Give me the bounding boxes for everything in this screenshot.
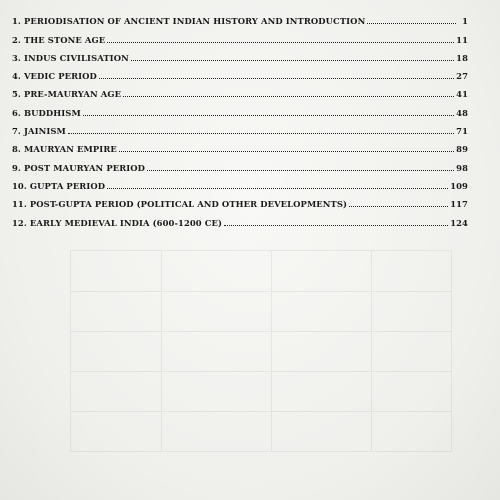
toc-leader-dots [119,151,454,152]
toc-leader-dots [99,78,454,79]
toc-entry-11[interactable] [12,191,468,209]
toc-entry-page: 11 [456,34,468,45]
toc-leader-dots [224,225,448,226]
toc-entry-page: 89 [456,144,468,155]
toc-entry-9[interactable] [12,154,468,172]
toc-leader-dots [107,42,454,43]
toc-entry-page: 98 [456,162,468,173]
toc-entry-2[interactable] [12,26,468,44]
toc-entry-title: 1. PERIODISATION OF ANCIENT INDIAN HISTORY AND INTRODUCTION [12,16,366,27]
toc-entry-7[interactable] [12,118,468,136]
toc-entry-page: 117 [450,199,468,210]
toc-entry-1[interactable] [12,8,468,26]
toc-leader-dots [68,133,454,134]
toc-entry-title: 3. INDUS CIVILISATION [12,52,129,63]
toc-entry-title: 8. MAURYAN EMPIRE [12,144,117,155]
toc-leader-dots [83,115,454,116]
toc-entry-page: 27 [456,71,468,82]
toc-leader-dots [131,60,454,61]
toc-entry-5[interactable] [12,81,468,99]
toc-entry-page: 71 [456,126,468,137]
toc-entry-page: 1 [462,16,468,27]
toc-entry-6[interactable] [12,99,468,117]
toc-entry-title: 9. POST MAURYAN PERIOD [12,162,146,173]
toc-entry-title: 7. JAINISM [12,126,66,137]
toc-leader-dots [107,188,448,189]
toc-entry-page: 48 [456,107,468,118]
toc-entry-title: 11. POST-GUPTA PERIOD (POLITICAL AND OTHER DEVELOPMENTS) [12,199,348,210]
toc-entry-title: 2. THE STONE AGE [12,34,106,45]
toc-entry-title: 4. VEDIC PERIOD [12,71,97,82]
toc-leader-dots [147,170,454,171]
toc-leader-dots [367,23,456,24]
toc-entry-page: 109 [450,180,468,191]
toc-leader-dots [123,96,454,97]
toc-entry-12[interactable] [12,209,468,227]
toc-entry-page: 18 [456,52,468,63]
toc-entry-8[interactable] [12,136,468,154]
toc-entry-title: 10. GUPTA PERIOD [12,180,106,191]
toc-entry-title: 6. BUDDHISM [12,107,81,118]
toc-entry-title: 5. PRE-MAURYAN AGE [12,89,122,100]
toc-entry-4[interactable] [12,63,468,81]
toc-leader-dots [349,206,448,207]
toc-entry-title: 12. EARLY MEDIEVAL INDIA (600-1200 CE) [12,217,223,228]
toc-entry-3[interactable] [12,45,468,63]
table-of-contents [12,8,468,228]
bleed-through-table [70,250,452,452]
toc-entry-page: 41 [456,89,468,100]
toc-entry-page: 124 [450,217,468,228]
toc-entry-10[interactable] [12,173,468,191]
